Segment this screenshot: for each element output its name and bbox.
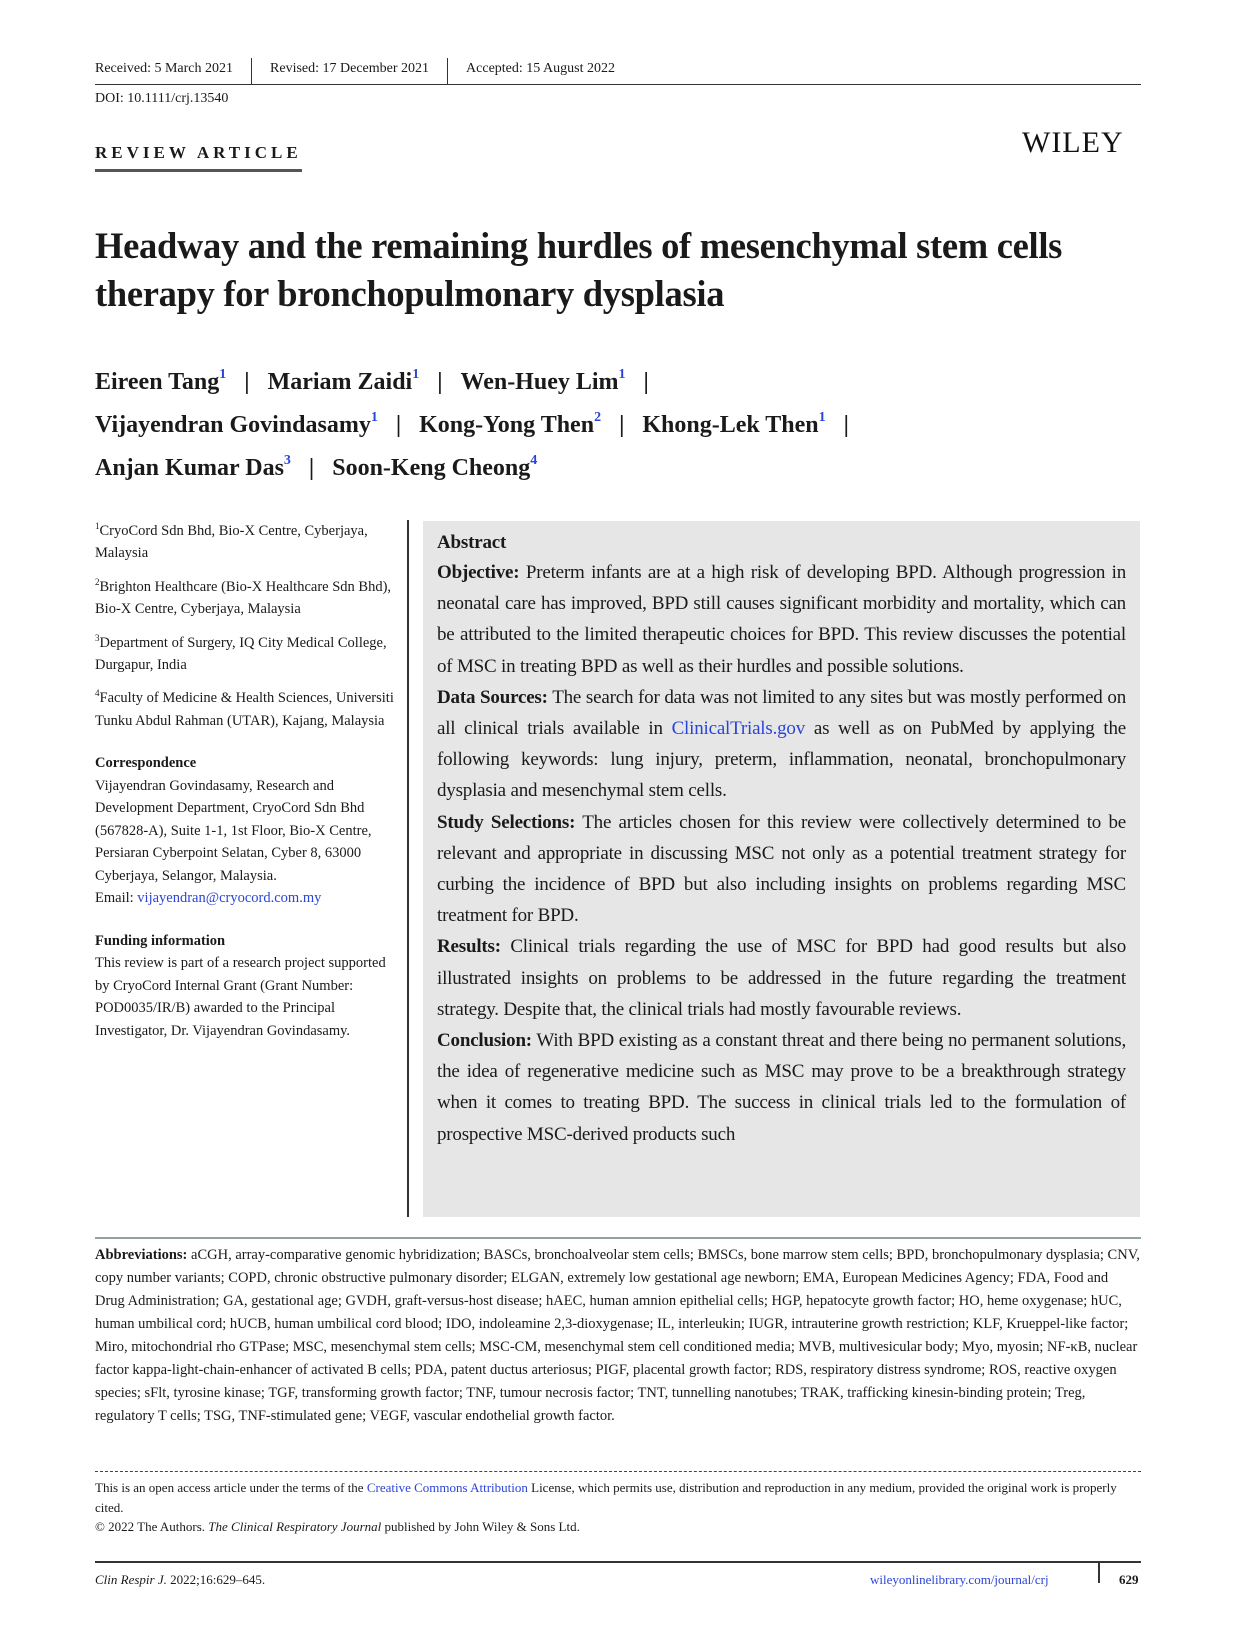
- abstract-objective: [437, 557, 1126, 682]
- author[interactable]: [268, 369, 420, 395]
- license-notice: [95, 1478, 1141, 1537]
- author-separator: |: [244, 369, 250, 395]
- affiliation: [95, 515, 395, 565]
- article-type: REVIEW ARTICLE: [95, 143, 302, 172]
- accepted-date: Accepted: 15 August 2022: [466, 61, 615, 76]
- copyright: [95, 1517, 1141, 1537]
- affiliation-number: 2: [95, 576, 100, 587]
- affiliation-text: Brighton Healthcare (Bio-X Healthcare Sdn Bhd), Bio-X Centre, Cyberjaya, Malaysia: [95, 578, 392, 618]
- author-name: Eireen Tang: [95, 369, 220, 395]
- author-line-3: [95, 444, 1155, 487]
- affiliation: [95, 627, 395, 677]
- doi[interactable]: DOI: 10.1111/crj.13540: [95, 91, 229, 106]
- author[interactable]: [461, 369, 626, 395]
- author-name: Khong-Lek Then: [642, 412, 819, 438]
- author-line-2: [95, 401, 1155, 444]
- email-label: Email:: [95, 890, 138, 907]
- author-separator: |: [437, 369, 443, 395]
- abbreviations: [95, 1244, 1141, 1428]
- author-list: [95, 358, 1155, 487]
- section-text: as well as on PubMed by applying the following keywords: lung injury, preterm, inflammation, neonatal, bronchopulmonary dysplasia and mesenchymal stem cells.: [437, 718, 1126, 802]
- article-title: Headway and the remaining hurdles of mesenchymal stem cells therapy for bronchopulmonary dysplasia: [95, 225, 1063, 314]
- author-separator: |: [643, 369, 649, 395]
- author-line-1: [95, 358, 1155, 401]
- correspondence-heading: Correspondence: [95, 755, 197, 772]
- author-name: Kong-Yong Then: [419, 412, 595, 438]
- author-name: Soon-Keng Cheong: [332, 455, 531, 481]
- journal-name: The Clinical Respiratory Journal: [208, 1519, 382, 1534]
- license-divider: [95, 1471, 1141, 1472]
- footer-divider: [1098, 1563, 1100, 1583]
- funding-text: This review is part of a research project supported by CryoCord Internal Grant (Grant Number: POD0035/IR/B) awarded to the Principal Investigator, Dr. Vijayendran Govindasamy.: [95, 955, 386, 1039]
- affiliation-ref[interactable]: 1: [370, 410, 378, 425]
- section-text: The articles chosen for this review were collectively determined to be relevant and appropriate in discussing MSC not only as a potential treatment strategy for curbing the incidence of BPD but also including insights on problems regarding MSC treatment for BPD.: [437, 811, 1126, 927]
- copyright-part: © 2022 The Authors.: [95, 1519, 209, 1534]
- abstract-heading: Abstract: [437, 532, 507, 553]
- affiliation: [95, 571, 395, 621]
- license-text: [95, 1478, 1141, 1517]
- section-label: Results:: [437, 936, 501, 958]
- abstract-conclusion: [437, 1025, 1126, 1150]
- affiliation-text: Faculty of Medicine & Health Sciences, Universiti Tunku Abdul Rahman (UTAR), Kajang, Malaysia: [95, 690, 394, 729]
- author-separator: |: [395, 412, 402, 438]
- column-divider: [407, 520, 409, 1217]
- author[interactable]: [95, 455, 291, 481]
- affiliation-number: 1: [95, 521, 100, 531]
- affiliation-number: 3: [95, 632, 100, 643]
- abstract-box: [423, 521, 1140, 1217]
- wiley-logo: [1022, 126, 1124, 160]
- author-separator: |: [308, 455, 315, 481]
- license-text-part: This is an open access article under the terms of the: [95, 1480, 367, 1495]
- abbreviations-text: aCGH, array-comparative genomic hybridization; BASCs, bronchoalveolar stem cells; BMSCs, bone marrow stem cells; BPD, bronchopulmonary dysplasia; CNV, copy number variants; COPD, chronic obstructive pulmonary disorder; ELGAN, extremely low gestational age newborn; EMA, European Medicines Agency; FDA, Food and Drug Administration; GA, gestational age; GVDH, graft-versus-host disease; hAEC, human amnion epithelial cells; HGP, hepatocyte growth factor; HO, heme oxygenase; hUC, human umbilical cord; hUCB, human umbilical cord blood; IDO, indoleamine 2,3-dioxygenase; IL, interleukin; IUGR, intrauterine growth restriction; KLF, Krueppel-like factor; Miro, mitochondrial rho GTPase; MSC, mesenchymal stem cells; MSC-CM, mesenchymal stem cell conditioned media; MVB, multivesicular body; Myo, myosin; NF-κB, nuclear factor kappa-light-chain-enhancer of activated B cells; PDA, patent ductus arteriosus; PIGF, placental growth factor; RDS, respiratory distress syndrome; ROS, reactive oxygen species; sFlt, tyrosine kinase; TGF, transforming growth factor; TNF, tumour necrosis factor; TNT, tunnelling nanotubes; TRAK, trafficking kinesin-binding protein; Treg, regulatory T cells; TSG, TNF-stimulated gene; VEGF, vascular endothelial growth factor.: [95, 1247, 1140, 1424]
- wiley-logo-text: WILEY: [1022, 126, 1124, 159]
- correspondence-email: [95, 887, 395, 910]
- author[interactable]: [419, 412, 601, 438]
- citation-journal: Clin Respir J.: [95, 1572, 167, 1587]
- article-info-column: [95, 515, 395, 1042]
- affiliation-ref[interactable]: 1: [618, 367, 626, 382]
- abstract-results: [437, 931, 1126, 1025]
- affiliation-text: Department of Surgery, IQ City Medical College, Durgapur, India: [95, 634, 387, 673]
- section-text: The search for data was not limited to any sites but was mostly performed on all clinical trials available in: [437, 686, 1126, 740]
- section-label: Conclusion:: [437, 1030, 532, 1052]
- affiliation-ref[interactable]: 2: [594, 410, 602, 425]
- abbreviations-rule: [95, 1237, 1141, 1239]
- clinicaltrials-link[interactable]: ClinicalTrials.gov: [671, 718, 806, 740]
- affiliation-ref[interactable]: 1: [818, 410, 826, 425]
- received-date: Received: 5 March 2021: [95, 58, 252, 84]
- copyright-part: published by John Wiley & Sons Ltd.: [381, 1519, 580, 1534]
- author[interactable]: [332, 455, 537, 481]
- footer-rule: [95, 1561, 1141, 1563]
- abstract-data-sources: [437, 682, 1126, 807]
- section-label: Objective:: [437, 562, 520, 583]
- author-separator: |: [843, 412, 849, 438]
- author[interactable]: [95, 412, 378, 438]
- author-name: Anjan Kumar Das: [95, 455, 284, 481]
- affiliation-ref[interactable]: 3: [283, 453, 291, 468]
- abbreviations-label: Abbreviations:: [95, 1247, 188, 1263]
- author-name: Mariam Zaidi: [267, 369, 413, 395]
- footer-citation: [95, 1572, 265, 1588]
- creative-commons-link[interactable]: Creative Commons Attribution: [366, 1480, 528, 1495]
- revised-date: Revised: 17 December 2021: [252, 58, 448, 84]
- journal-url-link[interactable]: wileyonlinelibrary.com/journal/crj: [870, 1572, 1049, 1587]
- citation-volume: 2022;16:629–645.: [166, 1572, 266, 1587]
- affiliation-ref[interactable]: 1: [412, 367, 420, 382]
- affiliation-ref[interactable]: 1: [219, 367, 227, 382]
- funding-heading: Funding information: [95, 932, 226, 949]
- correspondence-text: Vijayendran Govindasamy, Research and Development Department, CryoCord Sdn Bhd (567828-A), Suite 1-1, 1st Floor, Bio-X Centre, Persiaran Cyberpoint Selatan, Cyber 8, 63000 Cyberjaya, Selangor, Malaysia.: [95, 777, 372, 884]
- author[interactable]: [642, 412, 825, 438]
- author-name: Vijayendran Govindasamy: [95, 412, 371, 438]
- page-number: 629: [1119, 1572, 1139, 1587]
- author-separator: |: [619, 412, 625, 438]
- author-name: Wen-Huey Lim: [460, 369, 619, 395]
- affiliation: [95, 682, 395, 732]
- publication-dates: [95, 58, 1141, 85]
- abstract-study-selections: [437, 807, 1126, 932]
- license-text-part: License, which permits use, distribution and reproduction in any medium, provided the original work is properly cited.: [95, 1480, 1117, 1515]
- affiliation-text: CryoCord Sdn Bhd, Bio-X Centre, Cyberjaya, Malaysia: [95, 522, 368, 562]
- section-label: Study Selections:: [437, 811, 576, 833]
- author[interactable]: [95, 369, 226, 395]
- affiliation-ref[interactable]: 4: [530, 453, 538, 468]
- email-link[interactable]: vijayendran@cryocord.com.my: [137, 890, 322, 907]
- section-text: Clinical trials regarding the use of MSC for BPD had good results but also illustrated insights on problems to be addressed in the future regarding the treatment strategy. Despite that, the clinical trials had mostly favourable reviews.: [437, 936, 1126, 1020]
- section-text: With BPD existing as a constant threat and there being no permanent solutions, the idea of regenerative medicine such as MSC may prove to be a breakthrough strategy when it comes to treating BPD. The success in clinical trials led to the formulation of prospective MSC-derived products such: [437, 1030, 1126, 1145]
- section-text: Preterm infants are at a high risk of developing BPD. Although progression in neonatal care has improved, BPD still causes significant morbidity and mortality, which can be attributed to the limited therapeutic choices for BPD. This review discusses the potential of MSC in treating BPD as well as their hurdles and possible solutions.: [437, 562, 1126, 677]
- section-label: Data Sources:: [437, 686, 548, 708]
- affiliation-number: 4: [95, 688, 100, 699]
